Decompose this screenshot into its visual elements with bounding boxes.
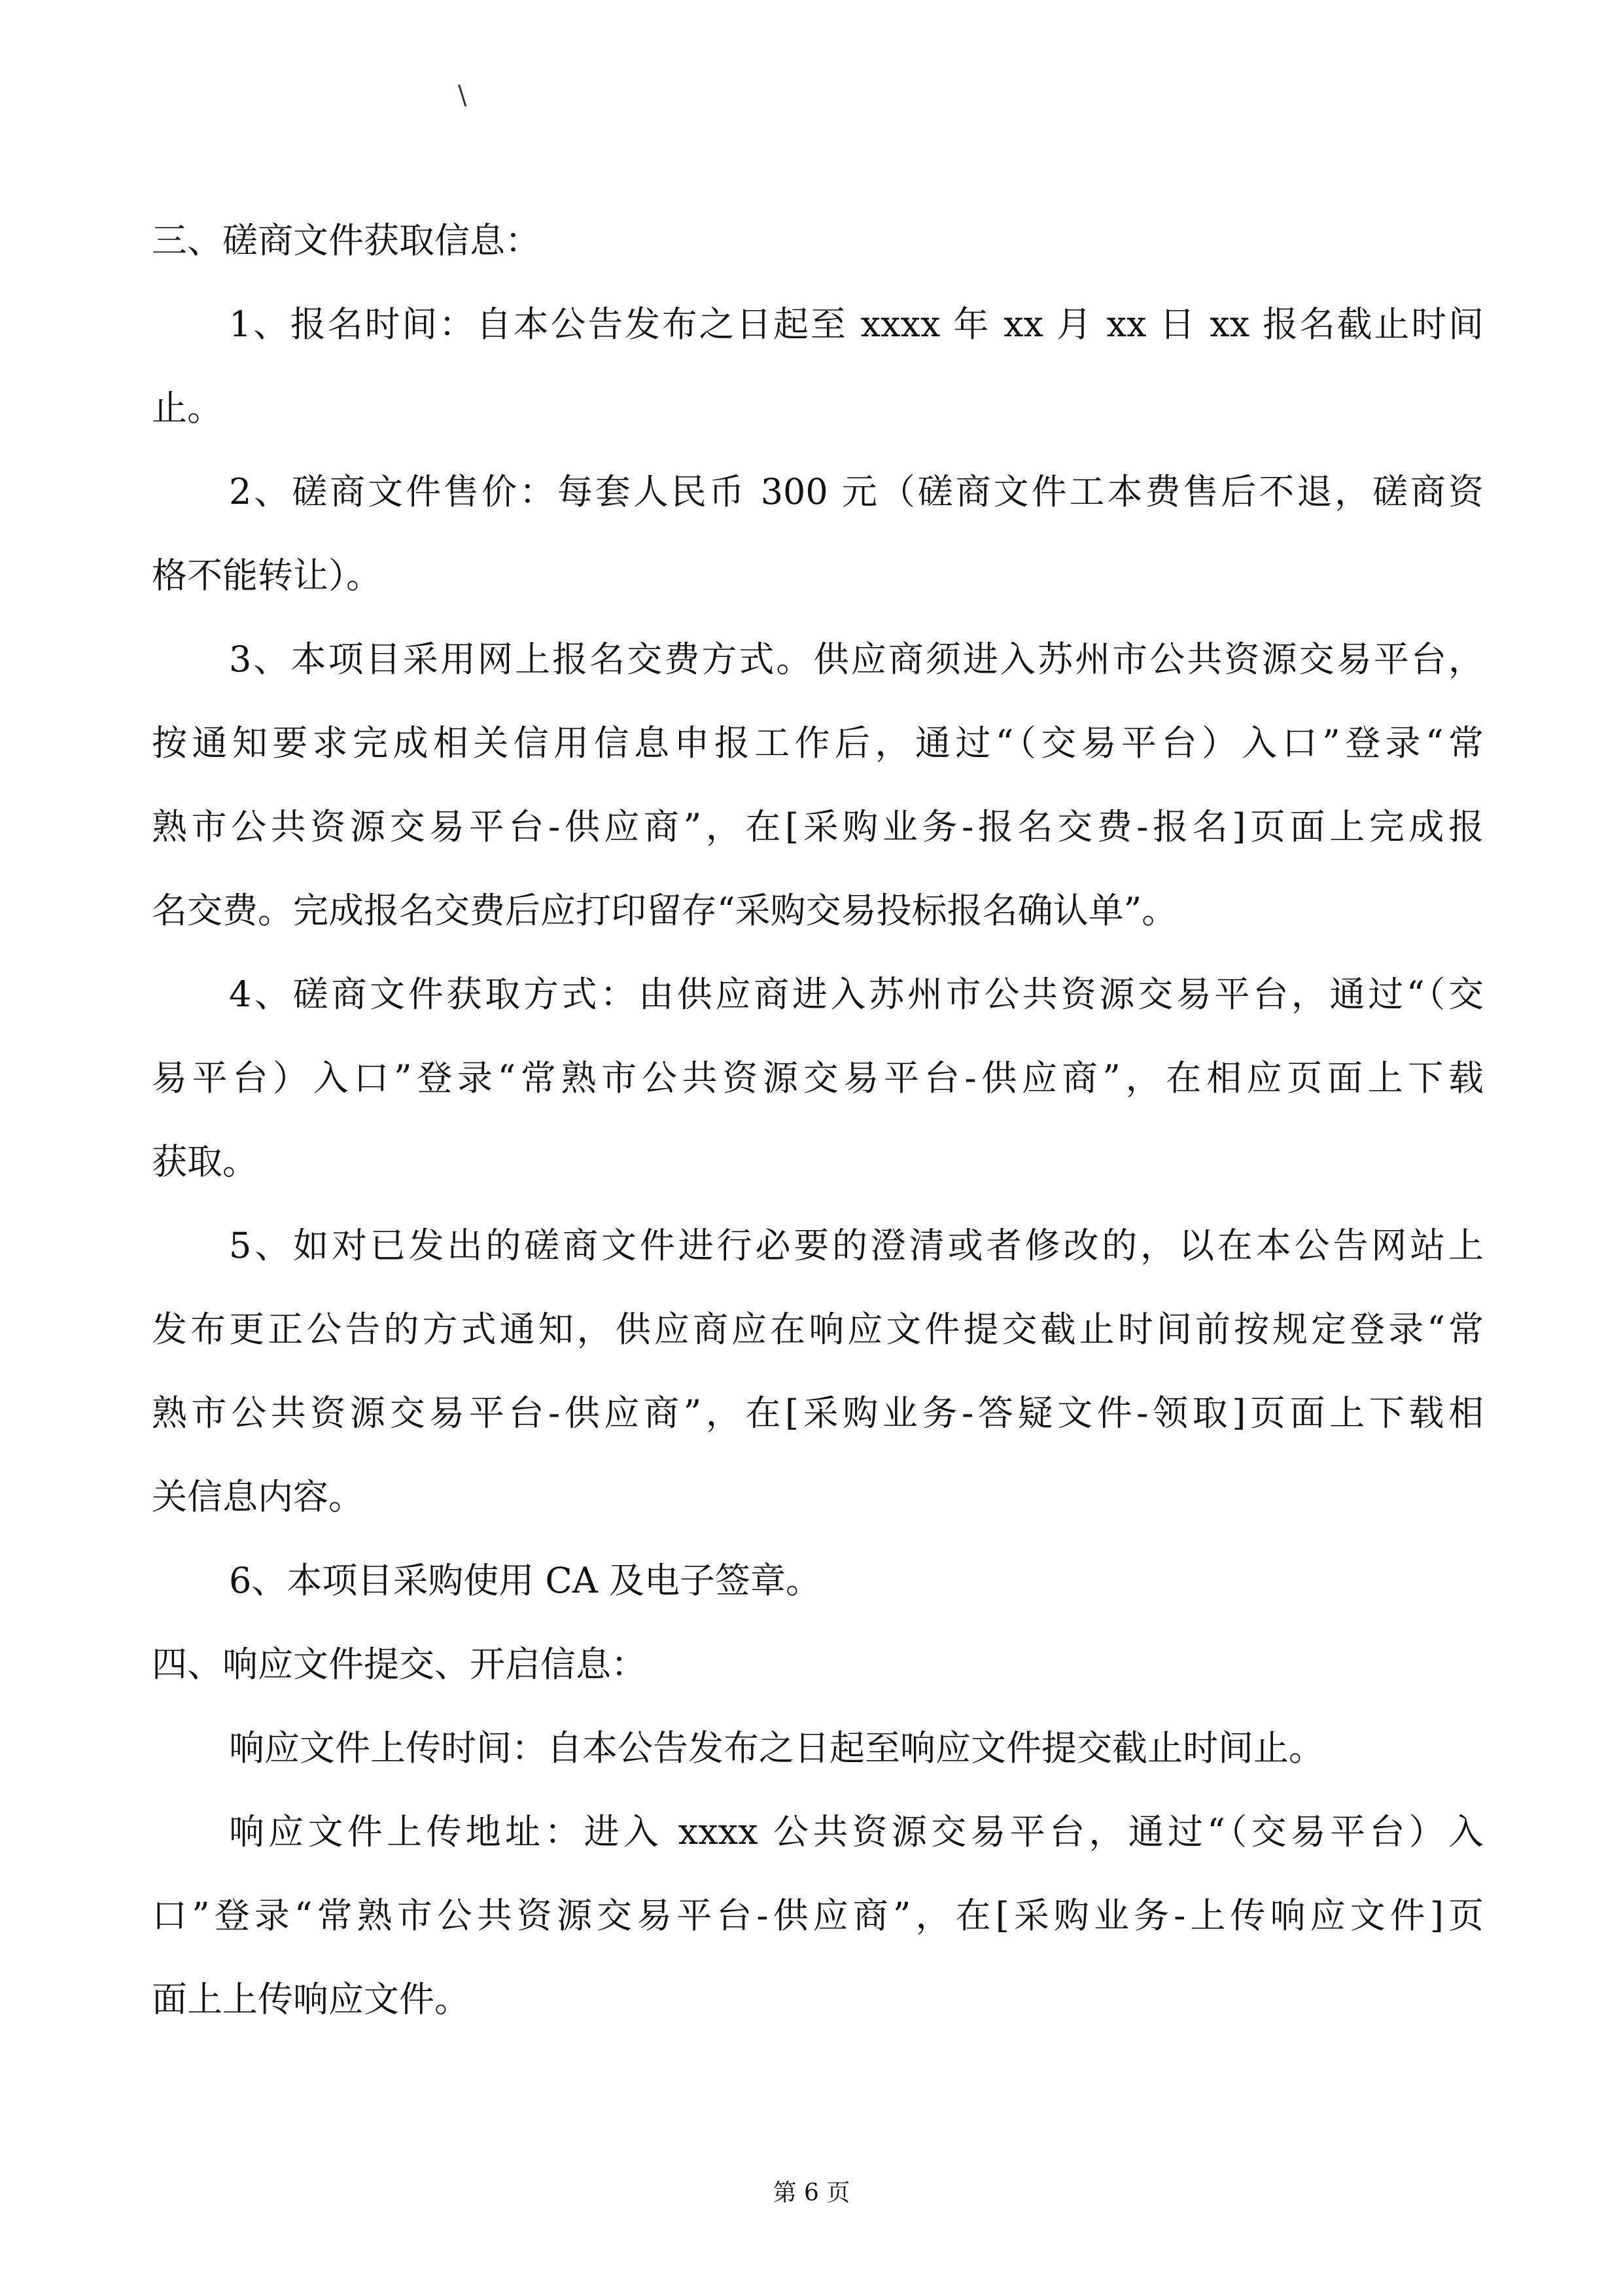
paragraph <box>152 618 1484 953</box>
paragraph-line: 发布更正公告的方式通知，供应商应在响应文件提交截止时间前按规定登录“常 <box>152 1309 1484 1350</box>
paragraph-line: 2、磋商文件售价：每套人民币 300 元（磋商文件工本费售后不退，磋商资 <box>229 471 1484 512</box>
section-heading: 四、响应文件提交、开启信息： <box>152 1644 646 1685</box>
paragraph-line: 易平台）入口”登录“常熟市公共资源交易平台-供应商”，在相应页面上下载 <box>152 1057 1484 1099</box>
paragraph-line: 3、本项目采用网上报名交费方式。供应商须进入苏州市公共资源交易平台， <box>229 639 1484 680</box>
stray-mark: \ <box>458 80 467 111</box>
paragraph-line: 口”登录“常熟市公共资源交易平台-供应商”，在[采购业务-上传响应文件]页 <box>152 1895 1484 1936</box>
paragraph-line: 获取。 <box>152 1141 258 1182</box>
paragraph <box>152 1539 1484 1623</box>
paragraph-line: 响应文件上传时间：自本公告发布之日起至响应文件提交截止时间止。 <box>229 1727 1324 1769</box>
document-body <box>152 199 1484 2041</box>
paragraph-line: 4、磋商文件获取方式：由供应商进入苏州市公共资源交易平台，通过“（交 <box>229 974 1484 1015</box>
paragraph <box>152 1204 1484 1539</box>
paragraph-line: 1、报名时间：自本公告发布之日起至 xxxx 年 xx 月 xx 日 xx 报名截止时间 <box>229 304 1484 345</box>
paragraph <box>152 1790 1484 2041</box>
paragraph-line: 熟市公共资源交易平台-供应商”，在[采购业务-报名交费-报名]页面上完成报 <box>152 806 1484 847</box>
paragraph-line: 按通知要求完成相关信用信息申报工作后，通过“（交易平台）入口”登录“常 <box>152 722 1484 764</box>
paragraph <box>152 283 1484 450</box>
paragraph-line: 熟市公共资源交易平台-供应商”，在[采购业务-答疑文件-领取]页面上下载相 <box>152 1392 1484 1434</box>
paragraph-line: 格不能转让）。 <box>152 555 381 596</box>
paragraph-line: 名交费。完成报名交费后应打印留存“采购交易投标报名确认单”。 <box>152 890 1178 931</box>
section-heading: 三、磋商文件获取信息： <box>152 220 540 261</box>
section <box>152 1623 1484 2041</box>
paragraph-line: 关信息内容。 <box>152 1476 364 1517</box>
section <box>152 199 1484 1623</box>
paragraph-line: 止。 <box>152 387 222 429</box>
paragraph <box>152 450 1484 618</box>
paragraph-line: 面上上传响应文件。 <box>152 1979 470 2020</box>
paragraph-line: 6、本项目采购使用 CA 及电子签章。 <box>229 1560 821 1601</box>
paragraph <box>152 1706 1484 1790</box>
paragraph-line: 5、如对已发出的磋商文件进行必要的澄清或者修改的，以在本公告网站上 <box>229 1225 1484 1266</box>
page-number: 第 6 页 <box>773 2180 850 2206</box>
paragraph <box>152 953 1484 1204</box>
paragraph-line: 响应文件上传地址：进入 xxxx 公共资源交易平台，通过“（交易平台）入 <box>229 1811 1484 1852</box>
